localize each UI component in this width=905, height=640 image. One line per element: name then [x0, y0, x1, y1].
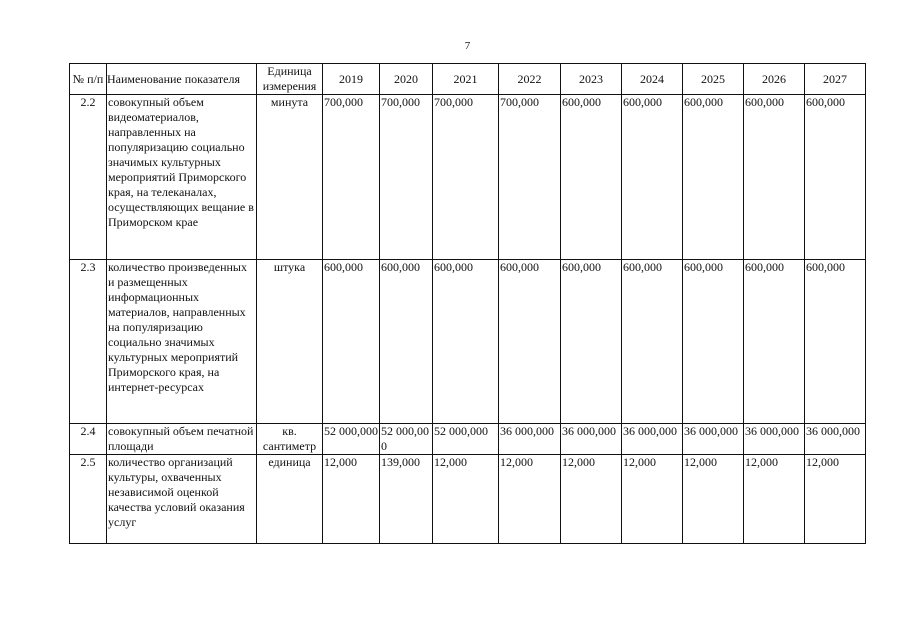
- row-value: 52 000,000: [323, 424, 380, 455]
- row-value: 600,000: [433, 260, 499, 424]
- header-year: 2023: [561, 64, 622, 95]
- header-year: 2022: [499, 64, 561, 95]
- row-unit: штука: [257, 260, 323, 424]
- row-value: 36 000,000: [805, 424, 866, 455]
- row-value: 600,000: [805, 260, 866, 424]
- row-value: 600,000: [683, 95, 744, 260]
- row-value: 600,000: [561, 95, 622, 260]
- row-name: количество организаций культуры, охваченных независимой оценкой качества условий оказания услуг: [107, 455, 257, 544]
- header-year: 2026: [744, 64, 805, 95]
- row-name: совокупный объем печатной площади: [107, 424, 257, 455]
- row-value: 12,000: [323, 455, 380, 544]
- row-num: 2.5: [70, 455, 107, 544]
- row-value: 36 000,000: [683, 424, 744, 455]
- table-row: [70, 95, 866, 260]
- header-year: 2027: [805, 64, 866, 95]
- header-num: № п/п: [70, 64, 107, 95]
- header-name: Наименование показателя: [107, 64, 257, 95]
- row-value: 36 000,000: [561, 424, 622, 455]
- page-number: 7: [464, 40, 471, 52]
- table-row: [70, 424, 866, 455]
- row-value: 600,000: [622, 95, 683, 260]
- row-value: 52 000,000: [380, 424, 433, 455]
- row-value: 600,000: [561, 260, 622, 424]
- row-value: 700,000: [323, 95, 380, 260]
- row-value: 12,000: [561, 455, 622, 544]
- table-row: [70, 260, 866, 424]
- header-year: 2019: [323, 64, 380, 95]
- row-value: 36 000,000: [499, 424, 561, 455]
- row-unit: единица: [257, 455, 323, 544]
- row-value: 600,000: [380, 260, 433, 424]
- row-value: 12,000: [622, 455, 683, 544]
- row-value: 12,000: [744, 455, 805, 544]
- row-value: 600,000: [622, 260, 683, 424]
- row-value: 36 000,000: [622, 424, 683, 455]
- header-year: 2024: [622, 64, 683, 95]
- row-unit: кв. сантиметр: [257, 424, 323, 455]
- row-value: 12,000: [683, 455, 744, 544]
- row-value: 600,000: [805, 95, 866, 260]
- row-value: 600,000: [499, 260, 561, 424]
- table-row: [70, 455, 866, 544]
- row-value: 700,000: [433, 95, 499, 260]
- header-year: 2021: [433, 64, 499, 95]
- row-name: количество произведенных и размещенных информационных материалов, направленных на популяризацию социально значимых культурных мероприятий Приморского края, на интернет-ресурсах: [107, 260, 257, 424]
- indicators-table: [69, 63, 866, 544]
- row-value: 600,000: [323, 260, 380, 424]
- row-value: 52 000,000: [433, 424, 499, 455]
- row-value: 12,000: [433, 455, 499, 544]
- row-num: 2.2: [70, 95, 107, 260]
- row-value: 700,000: [380, 95, 433, 260]
- row-value: 12,000: [499, 455, 561, 544]
- row-value: 600,000: [744, 95, 805, 260]
- row-value: 600,000: [683, 260, 744, 424]
- table-header-row: [70, 64, 866, 95]
- row-num: 2.4: [70, 424, 107, 455]
- row-num: 2.3: [70, 260, 107, 424]
- header-year: 2025: [683, 64, 744, 95]
- header-unit: Единица измерения: [257, 64, 323, 95]
- row-value: 36 000,000: [744, 424, 805, 455]
- row-value: 12,000: [805, 455, 866, 544]
- row-unit: минута: [257, 95, 323, 260]
- row-value: 139,000: [380, 455, 433, 544]
- row-name: совокупный объем видеоматериалов, направленных на популяризацию социально значимых культурных мероприятий Приморского края, на телеканалах, осуществляющих вещание в Приморском крае: [107, 95, 257, 260]
- row-value: 700,000: [499, 95, 561, 260]
- row-value: 600,000: [744, 260, 805, 424]
- header-year: 2020: [380, 64, 433, 95]
